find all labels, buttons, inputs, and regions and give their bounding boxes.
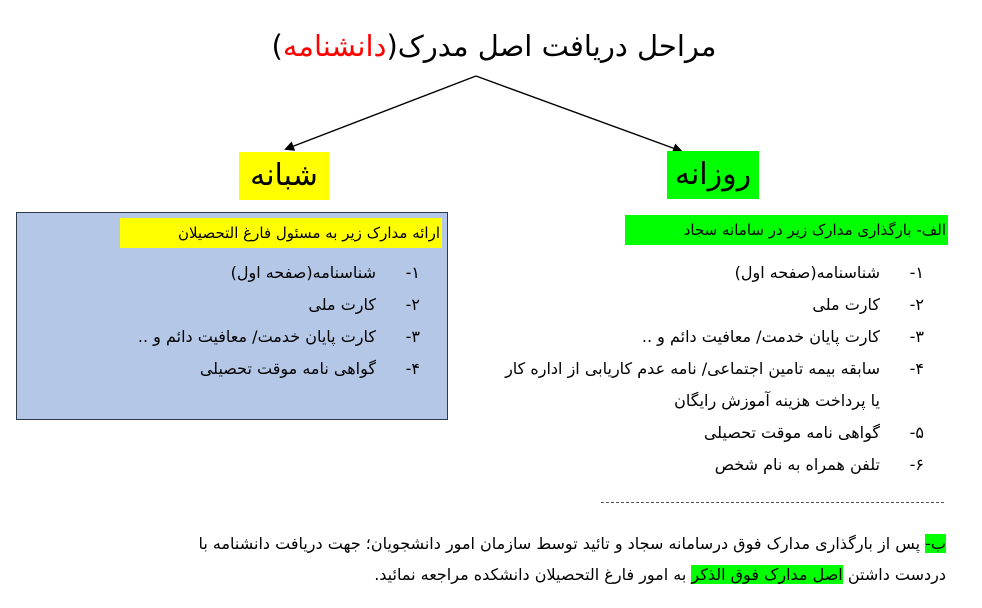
day-label: روزانه (667, 151, 759, 199)
item-text: تلفن همراه به نام شخص (714, 455, 880, 474)
item-number: -۶ (909, 455, 924, 474)
footer-highlight: اصل مدارک فوق الذکر (691, 565, 843, 584)
item-text-line1: سابقه بیمه تامین اجتماعی/ نامه عدم کاریابی از اداره کار (505, 359, 880, 378)
item-number: -۲ (909, 295, 924, 314)
list-item (450, 417, 924, 449)
item-text: کارت پایان خدمت/ معافیت دائم و .. (137, 327, 376, 346)
item-text: کارت ملی (812, 295, 880, 314)
item-number: -۱ (405, 263, 420, 282)
footer-line-2 (70, 559, 946, 590)
day-requirements-list (450, 257, 924, 481)
list-item (450, 257, 924, 289)
list-item (450, 321, 924, 353)
night-heading: ارائه مدارک زیر به مسئول فارغ التحصیلان (120, 218, 442, 248)
list-item (120, 289, 420, 321)
list-item (450, 289, 924, 321)
item-text: کارت پایان خدمت/ معافیت دائم و .. (641, 327, 880, 346)
night-label: شبانه (239, 152, 329, 200)
item-text: گواهی نامه موقت تحصیلی (703, 423, 880, 442)
title-close-paren: ) (271, 29, 283, 63)
title-main: مراحل دریافت اصل مدرک (397, 29, 717, 63)
footer-line1-text: پس از بارگذاری مدارک فوق درسامانه سجاد و تائید توسط سازمان امور دانشجویان؛ جهت دریافت دانشنامه با (198, 534, 926, 553)
item-number: -۱ (909, 263, 924, 282)
item-number: -۳ (909, 327, 924, 346)
arrow-to-day (476, 76, 681, 151)
item-number: -۳ (405, 327, 420, 346)
item-number: -۴ (909, 359, 924, 378)
list-item (450, 353, 924, 417)
item-number: -۵ (909, 423, 924, 442)
footer-line2-a: دردست داشتن (842, 565, 946, 584)
item-number: -۲ (405, 295, 420, 314)
day-heading: الف- بارگذاری مدارک زیر در سامانه سجاد (625, 215, 948, 245)
footer-prefix: ب- (925, 534, 946, 553)
diagram-title (230, 24, 758, 72)
item-text: شناسنامه(صفحه اول) (734, 263, 880, 282)
night-requirements-list (120, 257, 420, 385)
arrow-to-night (286, 76, 476, 149)
item-text: کارت ملی (308, 295, 376, 314)
footer-note (70, 528, 946, 594)
list-item (120, 353, 420, 385)
item-number: -۴ (405, 359, 420, 378)
list-item (450, 449, 924, 481)
divider-line (601, 502, 944, 503)
item-text (505, 353, 880, 417)
footer-line-1 (70, 528, 946, 559)
title-highlight: دانشنامه (282, 29, 387, 63)
list-item (120, 321, 420, 353)
footer-line2-b: به امور فارغ التحصیلان دانشکده مراجعه نمائید. (374, 565, 692, 584)
list-item (120, 257, 420, 289)
item-text: شناسنامه(صفحه اول) (230, 263, 376, 282)
title-open-paren: ( (386, 29, 398, 63)
item-text-line2: یا پرداخت هزینه آموزش رایگان (674, 391, 880, 410)
item-text: گواهی نامه موقت تحصیلی (199, 359, 376, 378)
